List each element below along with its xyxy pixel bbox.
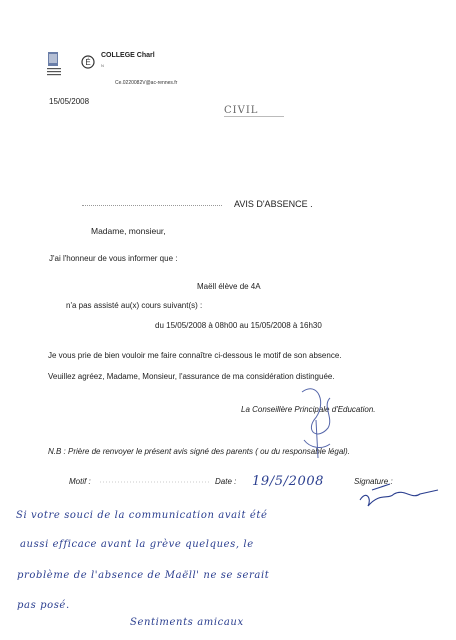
handwritten-line-4: pas posé. [17,600,70,611]
absence-period: du 15/05/2008 à 08h00 au 15/05/2008 à 16h30 [155,321,322,330]
school-name: COLLEGE Charl [101,52,155,59]
nb-note: N.B : Prière de renvoyer le présent avis signé des parents ( ou du responsable légal). [48,447,350,456]
svg-text:É: É [85,58,91,67]
closing-text: Veuillez agréez, Madame, Monsieur, l'assurance de ma considération distinguée. [48,372,335,381]
date-label: Date : [215,477,237,486]
letter-date: 15/05/2008 [49,97,90,106]
handwritten-closing: Sentiments amicaux [130,617,244,628]
salutation: Madame, monsieur, [91,226,166,236]
school-email: Ce.0220082V@ac-rennes.fr [115,80,178,86]
handwritten-line-2: aussi efficace avant la grève quelques, le [20,539,254,550]
signatory: La Conseillère Principale d'Education. [241,405,376,414]
document-title: AVIS D'ABSENCE . [234,199,313,209]
civil-stamp: CIVIL [224,105,284,117]
not-attended-text: n'a pas assisté au(x) cours suivant(s) : [66,301,203,310]
handwritten-line-3: problème de l'absence de Maëll' ne se serait [17,570,270,581]
cpe-signature [302,389,330,458]
signature-label: Signature : [354,477,393,486]
handwritten-date: 19/5/2008 [252,474,325,489]
school-address: N [101,63,105,68]
request-text: Je vous prie de bien vouloir me faire connaître ci-dessous le motif de son absence. [48,351,342,360]
intro-text: J'ai l'honneur de vous informer que : [49,254,178,263]
motif-label: Motif : [69,477,91,486]
handwritten-line-1: Si votre souci de la communication avait été [16,510,268,521]
student-name: Maëll élève de 4A [197,282,261,291]
parent-signature [360,484,438,506]
